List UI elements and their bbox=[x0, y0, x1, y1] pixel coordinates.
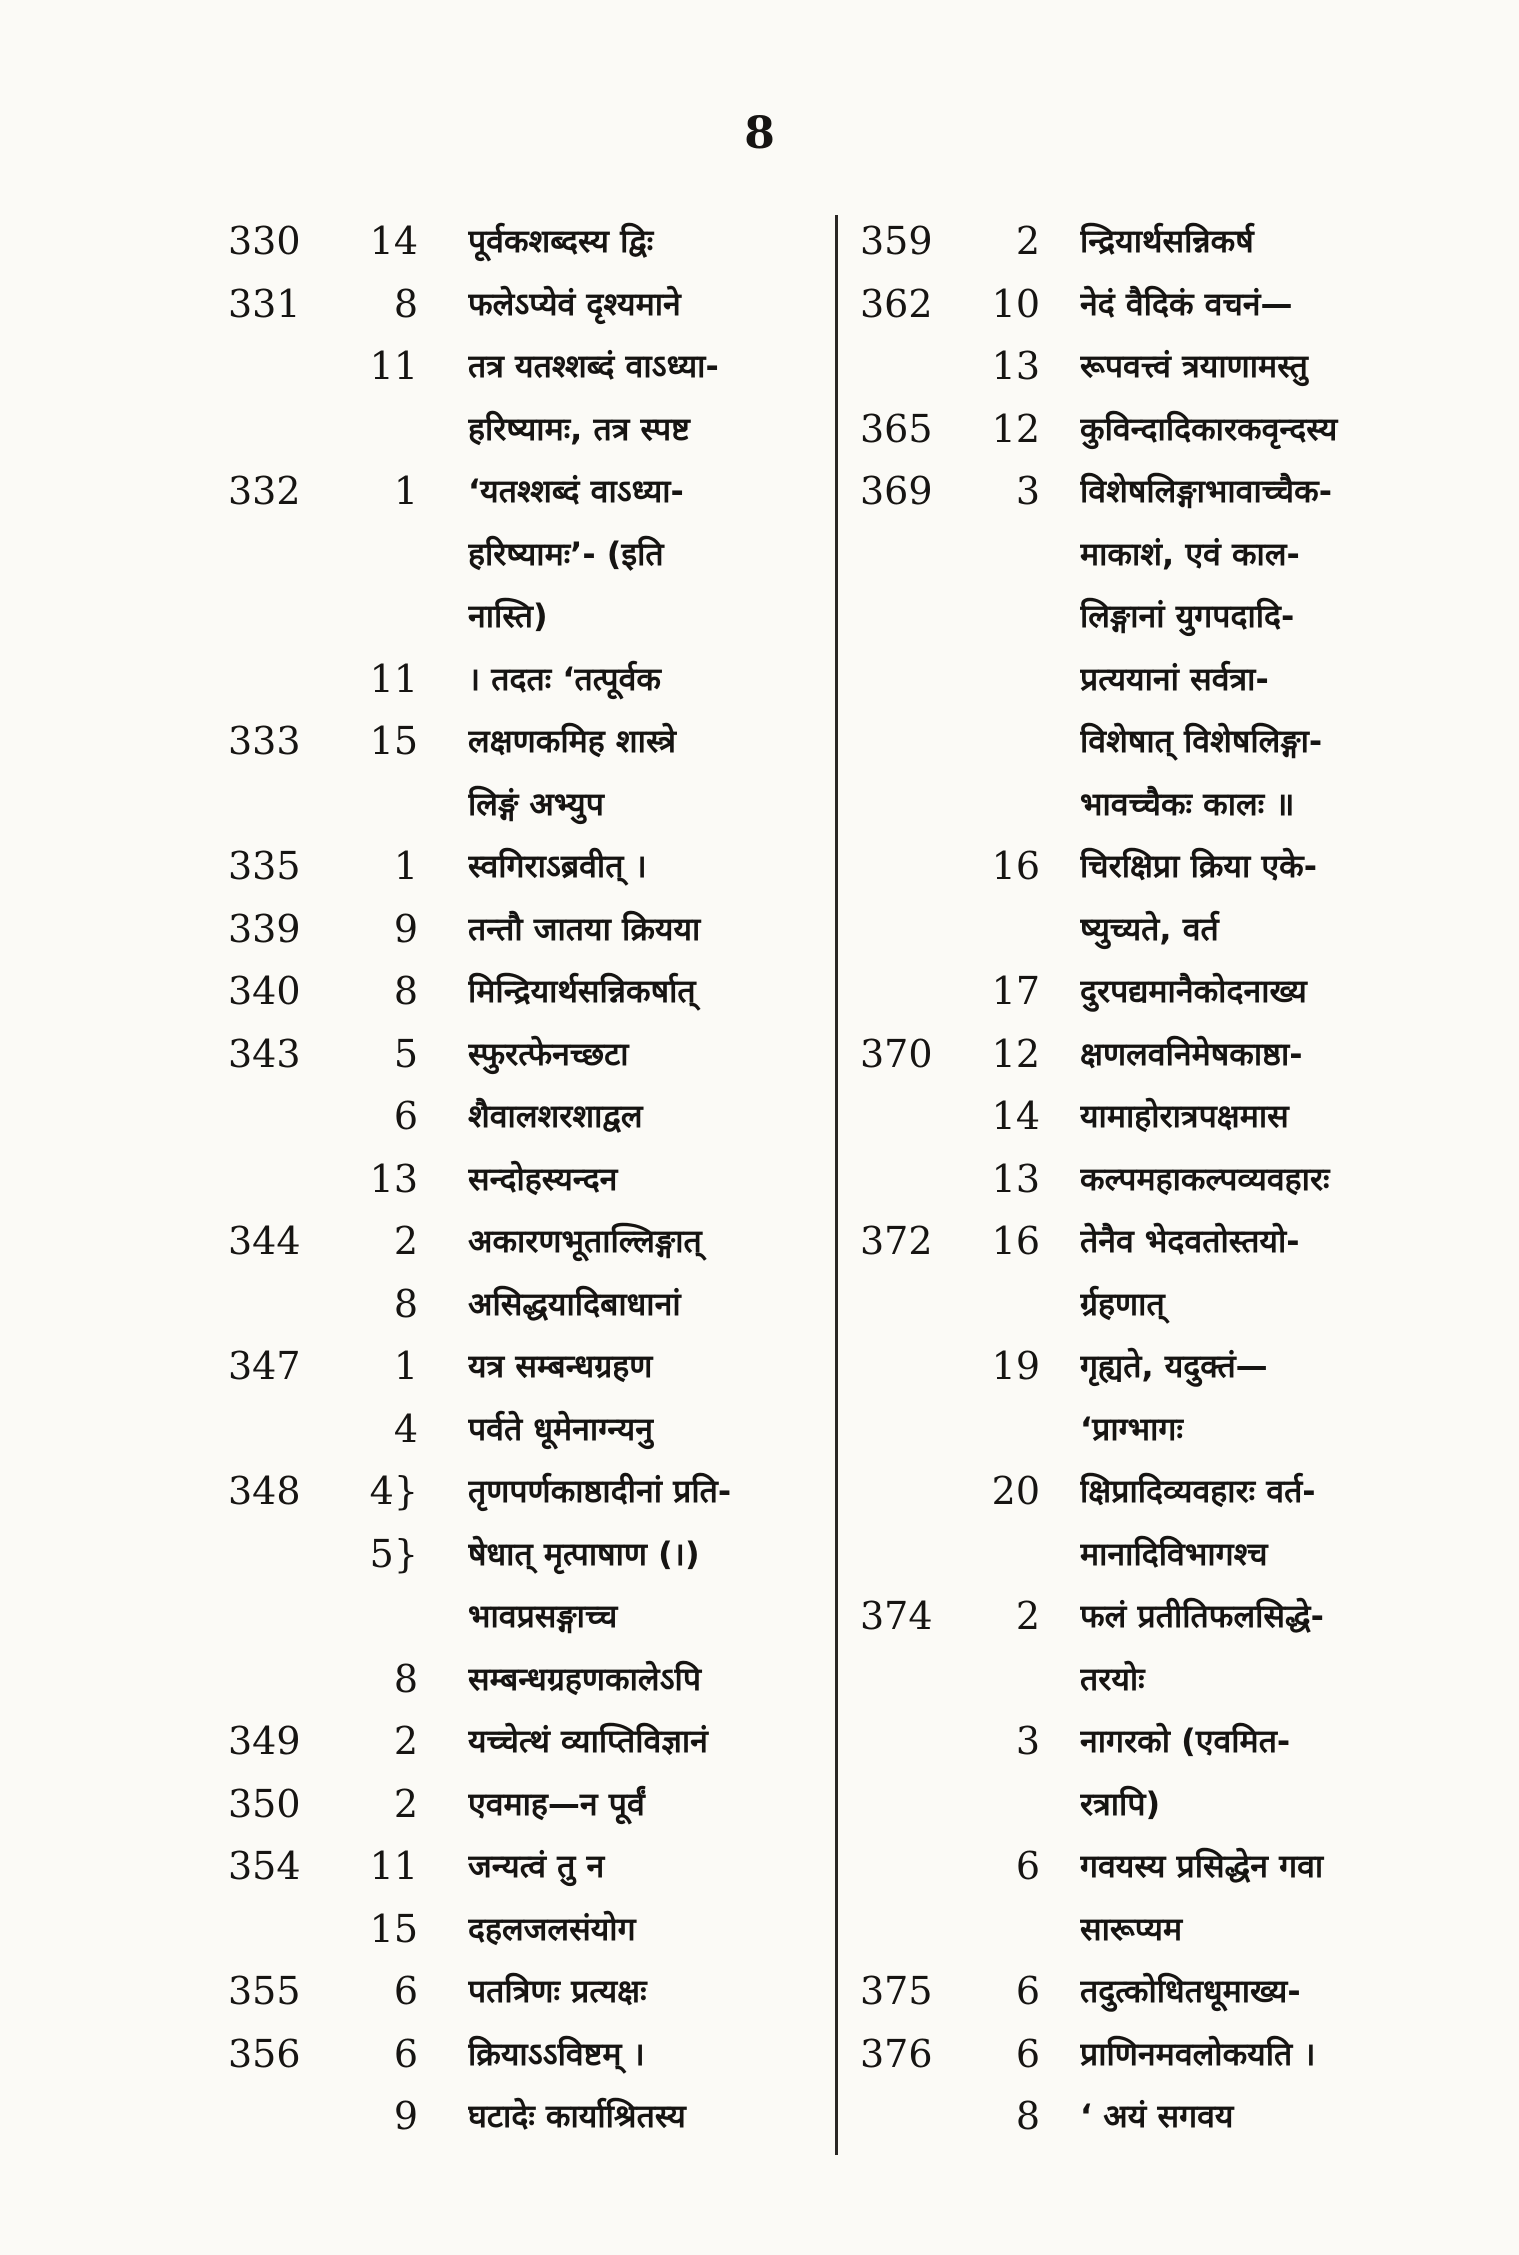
correction-text: कुविन्दादिकारकवृन्दस्य bbox=[1080, 409, 1338, 448]
line-ref: 14 bbox=[369, 219, 418, 263]
correction-text: लक्षणकमिह शास्त्रे bbox=[468, 722, 677, 760]
correction-text: तरयोः bbox=[1080, 1659, 1145, 1698]
line-ref: 13 bbox=[369, 1156, 418, 1201]
correction-text: नागरको (एवमित- bbox=[1080, 1722, 1291, 1760]
errata-row bbox=[850, 1085, 1450, 1148]
errata-row bbox=[228, 1835, 828, 1898]
errata-row bbox=[850, 1710, 1450, 1773]
page-ref: 348 bbox=[228, 1469, 301, 1513]
line-ref: 17 bbox=[991, 969, 1040, 1013]
correction-text: शैवालशरशाद्वल bbox=[468, 1097, 643, 1135]
correction-text: लिङ्गं अभ्युप bbox=[468, 784, 604, 823]
page-ref: 331 bbox=[228, 281, 301, 326]
errata-row bbox=[850, 1523, 1450, 1586]
line-ref: 2 bbox=[1015, 1594, 1040, 1638]
errata-row bbox=[850, 1648, 1450, 1711]
errata-row bbox=[850, 648, 1450, 711]
page-ref: 332 bbox=[228, 469, 301, 513]
correction-text: पतत्रिणः प्रत्यक्षः bbox=[468, 1972, 647, 2010]
errata-row bbox=[228, 1585, 828, 1648]
correction-text: तदुत्कोधितधूमाख्य- bbox=[1080, 1972, 1301, 2010]
errata-row bbox=[228, 523, 828, 586]
errata-row bbox=[850, 1273, 1450, 1336]
page-ref: 339 bbox=[228, 906, 301, 951]
line-ref: 8 bbox=[393, 1656, 418, 1701]
errata-row bbox=[850, 2023, 1450, 2086]
page-ref: 372 bbox=[860, 1219, 933, 1263]
line-ref: 1 bbox=[393, 469, 418, 513]
line-ref: 6 bbox=[393, 1969, 418, 2013]
errata-row bbox=[228, 835, 828, 898]
errata-row bbox=[850, 960, 1450, 1023]
correction-text: नास्ति) bbox=[468, 597, 548, 635]
errata-row bbox=[850, 1460, 1450, 1523]
line-ref: 6 bbox=[393, 2031, 418, 2076]
correction-text: रूपवत्त्वं त्रयाणामस्तु bbox=[1080, 347, 1308, 385]
errata-row bbox=[850, 273, 1450, 336]
correction-text: गृह्यते, यदुक्तं— bbox=[1080, 1347, 1268, 1385]
correction-text: तत्र यतश्शब्दं वाऽध्या- bbox=[468, 347, 719, 385]
correction-text: मानादिविभागश्च bbox=[1080, 1534, 1268, 1573]
errata-row bbox=[228, 1773, 828, 1836]
errata-row bbox=[228, 1273, 828, 1336]
correction-text: विशेषात् विशेषलिङ्गा- bbox=[1080, 722, 1323, 760]
correction-text: फलं प्रतीतिफलसिद्धे- bbox=[1080, 1597, 1324, 1635]
correction-text: हरिष्यामः, तत्र स्पष्ट bbox=[468, 409, 690, 448]
errata-row bbox=[228, 1523, 828, 1586]
correction-text: सारूप्यम bbox=[1080, 1909, 1183, 1948]
errata-row bbox=[228, 273, 828, 336]
line-ref: 15 bbox=[369, 719, 418, 763]
page-ref: 350 bbox=[228, 1781, 301, 1826]
line-ref: 11 bbox=[369, 1844, 418, 1888]
errata-row bbox=[850, 1335, 1450, 1398]
line-ref: 19 bbox=[991, 1344, 1040, 1388]
errata-row bbox=[850, 585, 1450, 648]
errata-row bbox=[850, 1960, 1450, 2023]
line-ref: 5 bbox=[393, 1031, 418, 1076]
line-ref: 2 bbox=[393, 1219, 418, 1263]
correction-text: गवयस्य प्रसिद्धेन गवा bbox=[1080, 1847, 1324, 1885]
line-ref: 16 bbox=[991, 844, 1040, 888]
line-ref: 10 bbox=[991, 281, 1040, 326]
errata-row bbox=[228, 960, 828, 1023]
errata-row bbox=[228, 773, 828, 836]
page-ref: 330 bbox=[228, 219, 301, 263]
line-ref: 8 bbox=[1015, 2094, 1040, 2138]
errata-row bbox=[850, 1835, 1450, 1898]
correction-text: दहलजलसंयोग bbox=[468, 1909, 636, 1948]
errata-row bbox=[850, 773, 1450, 836]
line-ref: 4 bbox=[393, 1406, 418, 1451]
page-ref: 365 bbox=[860, 406, 933, 451]
errata-row bbox=[228, 1335, 828, 1398]
line-ref: 4} bbox=[369, 1469, 418, 1513]
correction-text: क्षणलवनिमेषकाष्ठा- bbox=[1080, 1034, 1303, 1073]
errata-row bbox=[228, 2023, 828, 2086]
correction-text: तृणपर्णकाष्ठादीनां प्रति- bbox=[468, 1472, 732, 1510]
page-number: 8 bbox=[744, 108, 775, 159]
errata-row bbox=[850, 710, 1450, 773]
line-ref: 3 bbox=[1015, 1719, 1040, 1763]
line-ref: 20 bbox=[991, 1469, 1040, 1513]
correction-text: स्फुरत्फेनच्छटा bbox=[468, 1034, 629, 1073]
errata-row bbox=[850, 1585, 1450, 1648]
errata-row bbox=[228, 1398, 828, 1461]
errata-row bbox=[850, 1898, 1450, 1961]
errata-row bbox=[228, 1148, 828, 1211]
line-ref: 2 bbox=[393, 1719, 418, 1763]
correction-text: क्रियाऽऽविष्टम् । bbox=[468, 2034, 645, 2073]
errata-row bbox=[228, 1460, 828, 1523]
page-ref: 374 bbox=[860, 1594, 933, 1638]
errata-row bbox=[228, 1710, 828, 1773]
correction-text: भावप्रसङ्गाच्च bbox=[468, 1597, 618, 1635]
line-ref: 5} bbox=[369, 1531, 418, 1576]
correction-text: भावच्चैकः कालः ॥ bbox=[1080, 784, 1295, 823]
page-ref: 335 bbox=[228, 844, 301, 888]
page-ref: 340 bbox=[228, 969, 301, 1013]
page-ref: 370 bbox=[860, 1031, 933, 1076]
correction-text: कल्पमहाकल्पव्यवहारः bbox=[1080, 1159, 1330, 1198]
errata-row bbox=[850, 210, 1450, 273]
line-ref: 1 bbox=[393, 1344, 418, 1388]
correction-text: फलेऽप्येवं दृश्यमाने bbox=[468, 284, 681, 323]
page-ref: 359 bbox=[860, 219, 933, 263]
correction-text: । तदतः ‘तत्पूर्वक bbox=[468, 659, 661, 698]
correction-text: स्वगिराऽब्रवीत् । bbox=[468, 847, 647, 885]
line-ref: 2 bbox=[393, 1781, 418, 1826]
errata-row bbox=[228, 210, 828, 273]
errata-row bbox=[850, 1398, 1450, 1461]
correction-text: विशेषलिङ्गाभावाच्चैक- bbox=[1080, 472, 1332, 510]
errata-row bbox=[850, 835, 1450, 898]
errata-column-right bbox=[850, 210, 1450, 2170]
correction-text: ‘ अयं सगवय bbox=[1080, 2097, 1234, 2135]
line-ref: 6 bbox=[1015, 1969, 1040, 2013]
errata-column-left bbox=[228, 210, 828, 2170]
correction-text: ष्युच्यते, वर्त bbox=[1080, 909, 1219, 948]
correction-text: नेदं वैदिकं वचनं— bbox=[1080, 284, 1293, 323]
line-ref: 14 bbox=[991, 1094, 1040, 1138]
page-ref: 343 bbox=[228, 1031, 301, 1076]
line-ref: 2 bbox=[1015, 219, 1040, 263]
page-ref: 375 bbox=[860, 1969, 933, 2013]
line-ref: 1 bbox=[393, 844, 418, 888]
line-ref: 13 bbox=[991, 1156, 1040, 1201]
errata-row bbox=[228, 1210, 828, 1273]
correction-text: हरिष्यामः’- (इति bbox=[468, 534, 664, 573]
errata-row bbox=[228, 335, 828, 398]
line-ref: 8 bbox=[393, 969, 418, 1013]
errata-row bbox=[228, 2085, 828, 2148]
line-ref: 11 bbox=[369, 344, 418, 388]
correction-text: प्राणिनमवलोकयति । bbox=[1080, 2034, 1316, 2073]
correction-text: ‘यतश्शब्दं वाऽध्या- bbox=[468, 472, 684, 510]
correction-text: यामाहोरात्रपक्षमास bbox=[1080, 1097, 1289, 1135]
correction-text: चिरक्षिप्रा क्रिया एके- bbox=[1080, 847, 1317, 885]
correction-text: प्रत्ययानां सर्वत्रा- bbox=[1080, 659, 1269, 698]
page-ref: 376 bbox=[860, 2031, 933, 2076]
page-ref: 349 bbox=[228, 1719, 301, 1763]
errata-row bbox=[850, 1023, 1450, 1086]
errata-row bbox=[228, 1960, 828, 2023]
page-ref: 369 bbox=[860, 469, 933, 513]
line-ref: 16 bbox=[991, 1219, 1040, 1263]
correction-text: दुरपद्यमानैकोदनाख्य bbox=[1080, 972, 1307, 1010]
correction-text: लिङ्गानां युगपदादि- bbox=[1080, 597, 1295, 635]
correction-text: मिन्द्रियार्थसन्निकर्षात् bbox=[468, 972, 696, 1010]
line-ref: 6 bbox=[1015, 2031, 1040, 2076]
line-ref: 8 bbox=[393, 1281, 418, 1326]
column-divider bbox=[835, 215, 838, 2155]
errata-row bbox=[850, 460, 1450, 523]
line-ref: 11 bbox=[369, 656, 418, 701]
errata-row bbox=[228, 1898, 828, 1961]
errata-row bbox=[228, 1085, 828, 1148]
correction-text: जन्यत्वं तु न bbox=[468, 1847, 605, 1885]
errata-row bbox=[228, 710, 828, 773]
correction-text: असिद्धयादिबाधानां bbox=[468, 1284, 681, 1323]
page-ref: 333 bbox=[228, 719, 301, 763]
correction-text: तेनैव भेदवतोस्तयो- bbox=[1080, 1222, 1300, 1260]
correction-text: र्ग्रहणात् bbox=[1080, 1284, 1165, 1323]
correction-text: सन्दोहस्यन्दन bbox=[468, 1159, 618, 1198]
errata-row bbox=[228, 585, 828, 648]
errata-row bbox=[850, 398, 1450, 461]
correction-text: षेधात् मृत्पाषाण (।) bbox=[468, 1534, 700, 1573]
errata-row bbox=[228, 460, 828, 523]
page-ref: 347 bbox=[228, 1344, 301, 1388]
errata-row bbox=[228, 898, 828, 961]
correction-text: सम्बन्धग्रहणकालेऽपि bbox=[468, 1659, 701, 1698]
errata-row bbox=[228, 1648, 828, 1711]
errata-row bbox=[228, 648, 828, 711]
errata-row bbox=[850, 1210, 1450, 1273]
line-ref: 8 bbox=[393, 281, 418, 326]
errata-row bbox=[228, 398, 828, 461]
errata-row bbox=[850, 898, 1450, 961]
line-ref: 6 bbox=[1015, 1844, 1040, 1888]
page-ref: 355 bbox=[228, 1969, 301, 2013]
page-ref: 354 bbox=[228, 1844, 301, 1888]
errata-row bbox=[228, 1023, 828, 1086]
line-ref: 13 bbox=[991, 344, 1040, 388]
correction-text: रत्रापि) bbox=[1080, 1784, 1161, 1823]
errata-row bbox=[850, 523, 1450, 586]
correction-text: अकारणभूताल्लिङ्गात् bbox=[468, 1222, 702, 1260]
page-ref: 344 bbox=[228, 1219, 301, 1263]
correction-text: माकाशं, एवं काल- bbox=[1080, 534, 1300, 573]
line-ref: 3 bbox=[1015, 469, 1040, 513]
errata-row bbox=[850, 1148, 1450, 1211]
correction-text: तन्तौ जातया क्रियया bbox=[468, 909, 701, 948]
line-ref: 12 bbox=[991, 406, 1040, 451]
errata-row bbox=[850, 2085, 1450, 2148]
correction-text: एवमाह—न पूर्वं bbox=[468, 1784, 645, 1823]
correction-text: यच्चेत्थं व्याप्तिविज्ञानं bbox=[468, 1722, 708, 1760]
line-ref: 9 bbox=[393, 2094, 418, 2138]
correction-text: पर्वते धूमेनाग्न्यनु bbox=[468, 1409, 653, 1448]
line-ref: 6 bbox=[393, 1094, 418, 1138]
correction-text: यत्र सम्बन्धग्रहण bbox=[468, 1347, 653, 1385]
correction-text: पूर्वकशब्दस्य द्विः bbox=[468, 222, 654, 260]
line-ref: 12 bbox=[991, 1031, 1040, 1076]
line-ref: 15 bbox=[369, 1906, 418, 1951]
page-ref: 362 bbox=[860, 281, 933, 326]
errata-row bbox=[850, 1773, 1450, 1836]
correction-text: न्द्रियार्थसन्निकर्ष bbox=[1080, 222, 1254, 260]
line-ref: 9 bbox=[393, 906, 418, 951]
correction-text: ‘प्राग्भागः bbox=[1080, 1409, 1183, 1448]
page-ref: 356 bbox=[228, 2031, 301, 2076]
correction-text: क्षिप्रादिव्यवहारः वर्त- bbox=[1080, 1472, 1316, 1510]
correction-text: घटादेः कार्याश्रितस्य bbox=[468, 2097, 686, 2135]
errata-row bbox=[850, 335, 1450, 398]
